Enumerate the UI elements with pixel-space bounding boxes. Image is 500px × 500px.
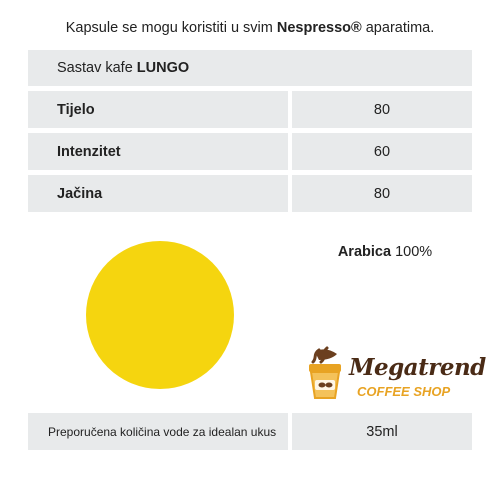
arabica-info	[300, 240, 470, 264]
row-value-body: 80	[292, 91, 472, 128]
row-value-intensity: 60	[292, 133, 472, 170]
logo-name: Megatrend	[349, 354, 486, 381]
coffee-cup-icon	[305, 346, 349, 408]
intro-text-before: Kapsule se mogu koristiti u svim	[65, 20, 277, 36]
row-label-body: Tijelo	[28, 91, 288, 128]
intro-text	[0, 14, 500, 42]
row-label-strength: Jačina	[28, 175, 288, 212]
logo-subtitle: COFFEE SHOP	[357, 384, 451, 399]
table-header-prefix: Sastav kafe	[57, 60, 133, 76]
capsule-color-swatch	[86, 241, 234, 389]
table-header	[28, 50, 472, 86]
water-label: Preporučena količina vode za idealan ukus	[28, 413, 288, 450]
row-label-intensity: Intenzitet	[28, 133, 288, 170]
row-value-strength: 80	[292, 175, 472, 212]
intro-brand: Nespresso®	[276, 20, 362, 36]
table-header-name: LUNGO	[136, 60, 190, 76]
water-value: 35ml	[292, 413, 472, 450]
arabica-value: 100%	[395, 244, 433, 260]
arabica-label: Arabica	[337, 244, 392, 260]
megatrend-logo	[305, 346, 486, 408]
intro-text-after: aparatima.	[361, 20, 435, 36]
